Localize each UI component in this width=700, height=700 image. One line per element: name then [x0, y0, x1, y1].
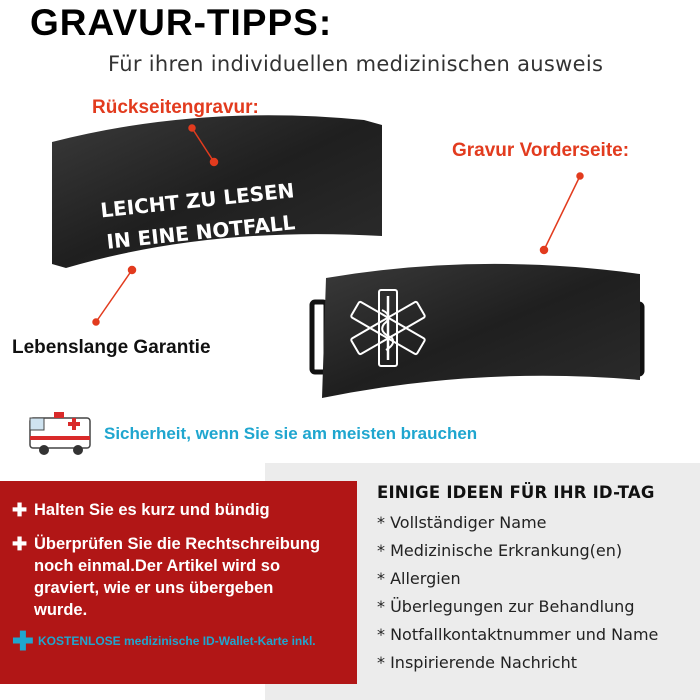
page-title: GRAVUR-TIPPS:: [30, 2, 333, 43]
back-engraving-label: Rückseitengravur:: [92, 97, 259, 118]
back-tag-line2: IN EINE NOTFALL: [105, 210, 297, 254]
page-subtitle: Für ihren individuellen medizinischen ausweis: [108, 52, 604, 76]
idea-item: * Vollständiger Name: [377, 513, 547, 532]
tip-item-wallet: ✚ KOSTENLOSE medizinische ID-Wallet-Karte inkl.: [12, 626, 316, 656]
tips-panel: [0, 481, 357, 684]
ambulance-icon: [30, 412, 90, 455]
plus-icon: ✚: [12, 500, 28, 520]
idea-item: * Überlegungen zur Behandlung: [377, 597, 635, 616]
tip-item-spelling: ✚ Überprüfen Sie die Rechtschreibung noch einmal.Der Artikel wird so graviert, wie er uns übergeben wurde.: [12, 534, 321, 619]
idea-item: * Medizinische Erkrankung(en): [377, 541, 623, 560]
plus-blue-icon: ✚: [12, 626, 34, 656]
plus-icon: ✚: [12, 534, 28, 554]
idea-item: * Notfallkontaktnummer und Name: [377, 625, 659, 644]
warranty-pointer-line: [96, 270, 132, 322]
back-tag: [52, 115, 382, 268]
back-tag-line1: LEICHT ZU LESEN: [99, 178, 296, 223]
front-engraving-label: Gravur Vorderseite:: [452, 140, 630, 161]
tip-item-short: ✚ Halten Sie es kurz und bündig: [12, 500, 270, 520]
front-pointer-line: [544, 176, 580, 250]
front-tag: [312, 264, 642, 398]
idea-item: * Allergien: [377, 569, 461, 588]
ideas-heading: EINIGE IDEEN FÜR IHR ID-TAG: [377, 483, 655, 502]
front-tag-plate: [322, 264, 640, 398]
safety-text: Sicherheit, wenn Sie sie am meisten brauchen: [104, 424, 478, 443]
idea-item: * Inspirierende Nachricht: [377, 653, 577, 672]
warranty-label: Lebenslange Garantie: [12, 337, 211, 358]
